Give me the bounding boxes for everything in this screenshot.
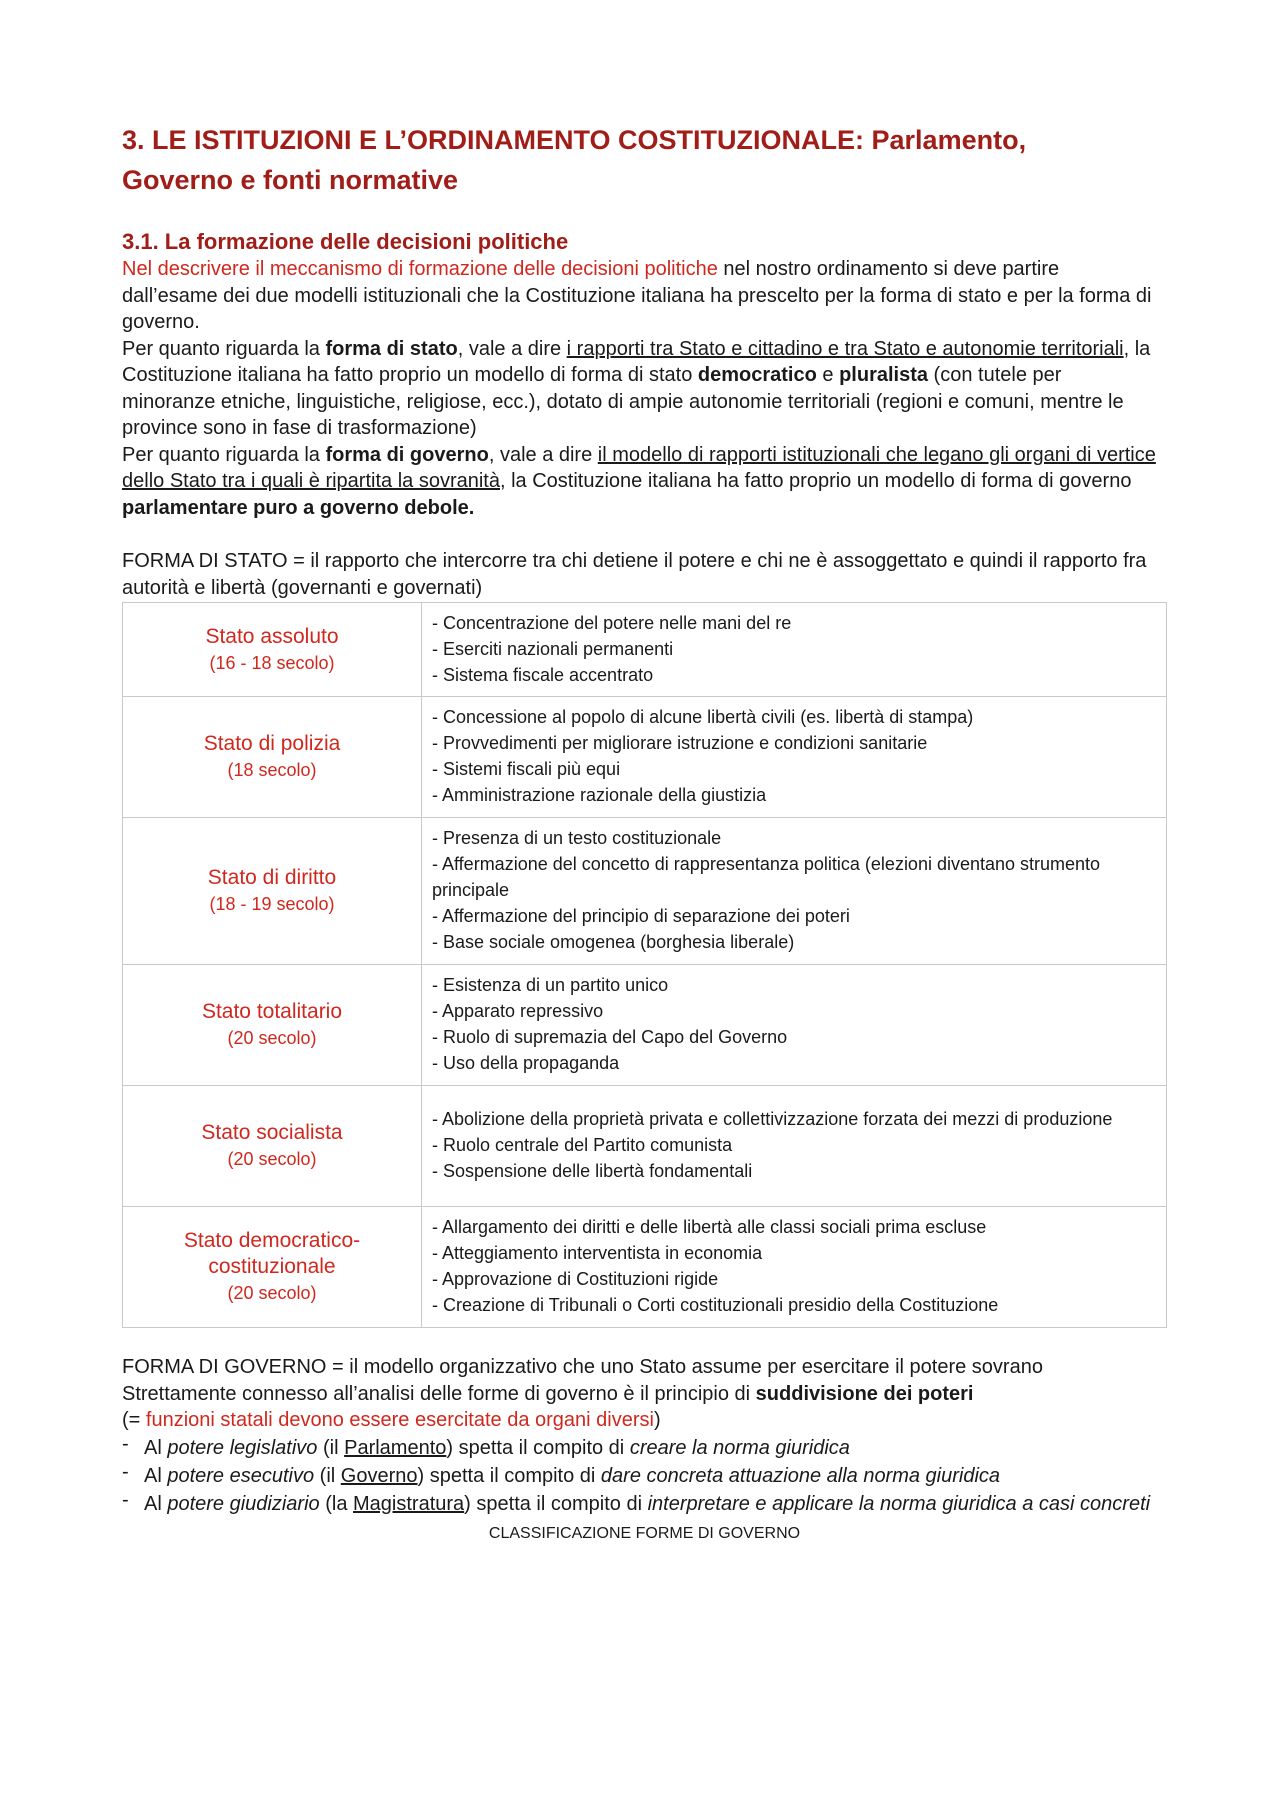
section-title: 3.1. La formazione delle decisioni politiche [122,229,569,254]
intro-rest: nel nostro ordinamento si deve partire dall’esame dei due modelli istituzionali che la Costituzione italiana ha prescelto per la forma di stato e per la forma di governo. [122,258,1152,333]
text-run: Per quanto riguarda la [122,337,326,360]
state-label-cell [123,1086,422,1207]
state-label-cell [123,818,422,965]
forma-stato-paragraph [122,336,1160,442]
text-run: Per quanto riguarda la [122,443,326,466]
classification-caption: CLASSIFICAZIONE FORME DI GOVERNO [488,1524,801,1542]
list-item [122,1490,1160,1518]
state-label-cell [123,603,422,697]
separazione-poteri-paragraph [122,1381,1160,1434]
text-run: ) spetta il compito di [446,1436,630,1459]
text-run-bold: parlamentare puro a governo debole. [122,496,475,519]
text-run-italic: potere legislativo [167,1436,318,1459]
text-run: Al [144,1436,168,1459]
state-label-cell [123,1207,422,1328]
list-item [122,1462,1160,1490]
state-label-cell [123,697,422,818]
text-run-underlined: il modello di rapporti istituzionali che legano gli organi di vertice dello Stato tra i quali è ripartita la sovranità [122,443,1156,492]
state-name: Stato di diritto [207,866,337,889]
description-item: - Uso della propaganda [432,1053,620,1073]
state-description-cell [422,603,1167,697]
spacer [122,1328,1160,1354]
description-item: - Amministrazione razionale della giustizia [432,785,767,805]
text-run-underlined: Governo [340,1464,418,1487]
state-name: Stato assoluto [205,624,339,648]
description-item: - Abolizione della proprietà privata e collettivizzazione forzata dei mezzi di produzione [432,1109,1113,1129]
text-run-underlined: Magistratura [353,1492,465,1515]
text-run-underlined: Parlamento [344,1436,447,1459]
intro-paragraph [122,256,1160,336]
forme-di-stato-table [122,602,1167,1328]
powers-list [122,1434,1160,1518]
state-description-cell [422,1086,1167,1207]
description-item: - Creazione di Tribunali o Corti costituzionali presidio della Costituzione [432,1295,999,1315]
table-row [123,603,1167,697]
text-run-bold: forma di stato [325,337,458,360]
text-run-bold: suddivisione dei poteri [755,1382,974,1405]
text-run: (con tutele per minoranze etniche, linguistiche, religiose, ecc.), dotato di ampie autonomie territoriali (regioni e comuni, mentre le province sono in fase di trasformazione) [122,364,1124,439]
text-run: (= [122,1409,146,1431]
text-run: , vale a dire [457,337,567,360]
text-run: , la Costituzione italiana ha fatto proprio un modello di forma di stato [122,337,1151,386]
state-description-cell [422,1207,1167,1328]
spacer [122,521,1160,548]
text-run: Strettamente connesso all’analisi delle forme di governo è il principio di [122,1382,756,1405]
text-run-italic: potere esecutivo [167,1464,315,1487]
text-run-italic: potere giudiziario [167,1492,320,1515]
forma-stato-definition: FORMA DI STATO = il rapporto che intercorre tra chi detiene il potere e chi ne è assoggettato e quindi il rapporto fra autorità e libertà (governanti e governati) [122,550,1147,599]
text-run-italic: creare la norma giuridica [629,1436,850,1459]
description-item: - Base sociale omogenea (borghesia liberale) [432,932,795,952]
chapter-heading-bold: 3. LE ISTITUZIONI E L’ORDINAMENTO COSTITUZIONALE: [122,125,865,155]
state-description-cell [422,818,1167,965]
description-item: - Esistenza di un partito unico [432,975,669,995]
text-run-bold: pluralista [839,364,928,386]
description-item: - Sistema fiscale accentrato [432,664,654,685]
state-description-cell [422,965,1167,1086]
text-run-italic: interpretare e applicare la norma giuridica a casi concreti [647,1492,1151,1515]
table-row [123,965,1167,1086]
state-period: (20 secolo) [227,1028,317,1048]
forma-governo-definition: FORMA DI GOVERNO = il modello organizzativo che uno Stato assume per esercitare il potere sovrano [122,1356,1043,1378]
state-period: (20 secolo) [227,1283,317,1303]
text-run-bold: democratico [697,364,817,386]
table-row [123,1207,1167,1328]
text-run: ) spetta il compito di [417,1464,601,1487]
table-row [123,697,1167,818]
description-item: - Allargamento dei diritti e delle libertà alle classi sociali prima escluse [432,1217,987,1237]
text-run: ) spetta il compito di [464,1492,648,1515]
text-run: e [816,364,840,386]
description-item: - Apparato repressivo [432,1001,604,1021]
text-run-italic: dare concreta attuazione alla norma giuridica [600,1464,1001,1487]
description-item: - Affermazione del principio di separazione dei poteri [432,906,850,926]
text-run: Al [144,1492,168,1515]
state-label-cell [123,965,422,1086]
text-run-bold: forma di governo [325,443,489,466]
text-run-underlined: i rapporti tra Stato e cittadino e tra Stato e autonomie territoriali [566,337,1124,360]
state-period: (18 - 19 secolo) [209,894,335,914]
description-item: - Sospensione delle libertà fondamentali [432,1161,753,1181]
text-run: (il [317,1436,345,1459]
state-description-cell [422,697,1167,818]
description-item: - Concentrazione del potere nelle mani del re [432,612,792,633]
intro-highlight: Nel descrivere il meccanismo di formazione delle decisioni politiche [122,258,718,280]
state-name: Stato socialista [201,1121,343,1144]
description-item: - Ruolo centrale del Partito comunista [432,1135,733,1155]
text-run: ) [653,1409,661,1431]
description-item: - Eserciti nazionali permanenti [432,638,674,659]
description-item: - Approvazione di Costituzioni rigide [432,1269,719,1289]
chapter-heading [122,120,1160,200]
list-item [122,1434,1160,1462]
description-item: - Provvedimenti per migliorare istruzione e condizioni sanitarie [432,733,928,753]
text-run: (il [314,1464,341,1487]
description-item: - Affermazione del concetto di rappresentanza politica (elezioni diventano strumento principale [432,854,1101,900]
state-period: (18 secolo) [227,760,317,780]
description-item: - Concessione al popolo di alcune libertà civili (es. libertà di stampa) [432,707,974,727]
table-row [123,818,1167,965]
description-item: - Presenza di un testo costituzionale [432,828,722,848]
forma-governo-paragraph [122,442,1160,522]
description-item: - Atteggiamento interventista in economia [432,1243,763,1263]
text-run: Al [144,1464,168,1487]
description-item: - Ruolo di supremazia del Capo del Governo [432,1027,788,1047]
description-item: - Sistemi fiscali più equi [432,759,621,779]
text-run: (la [319,1492,354,1515]
state-name: Stato di polizia [203,732,341,755]
text-run-highlight: funzioni statali devono essere esercitate da organi diversi [145,1409,654,1431]
table-row [123,1086,1167,1207]
state-period: (16 - 18 secolo) [209,652,335,673]
chapter-heading-rest-1: Parlamento, [864,125,1027,155]
chapter-heading-rest-2: Governo e fonti normative [122,165,459,195]
text-run: , la Costituzione italiana ha fatto proprio un modello di forma di governo [499,470,1132,492]
state-name: Stato totalitario [201,1000,343,1023]
state-name: Stato democratico-costituzionale [183,1229,361,1278]
text-run: , vale a dire [488,443,598,466]
state-period: (20 secolo) [227,1149,317,1169]
